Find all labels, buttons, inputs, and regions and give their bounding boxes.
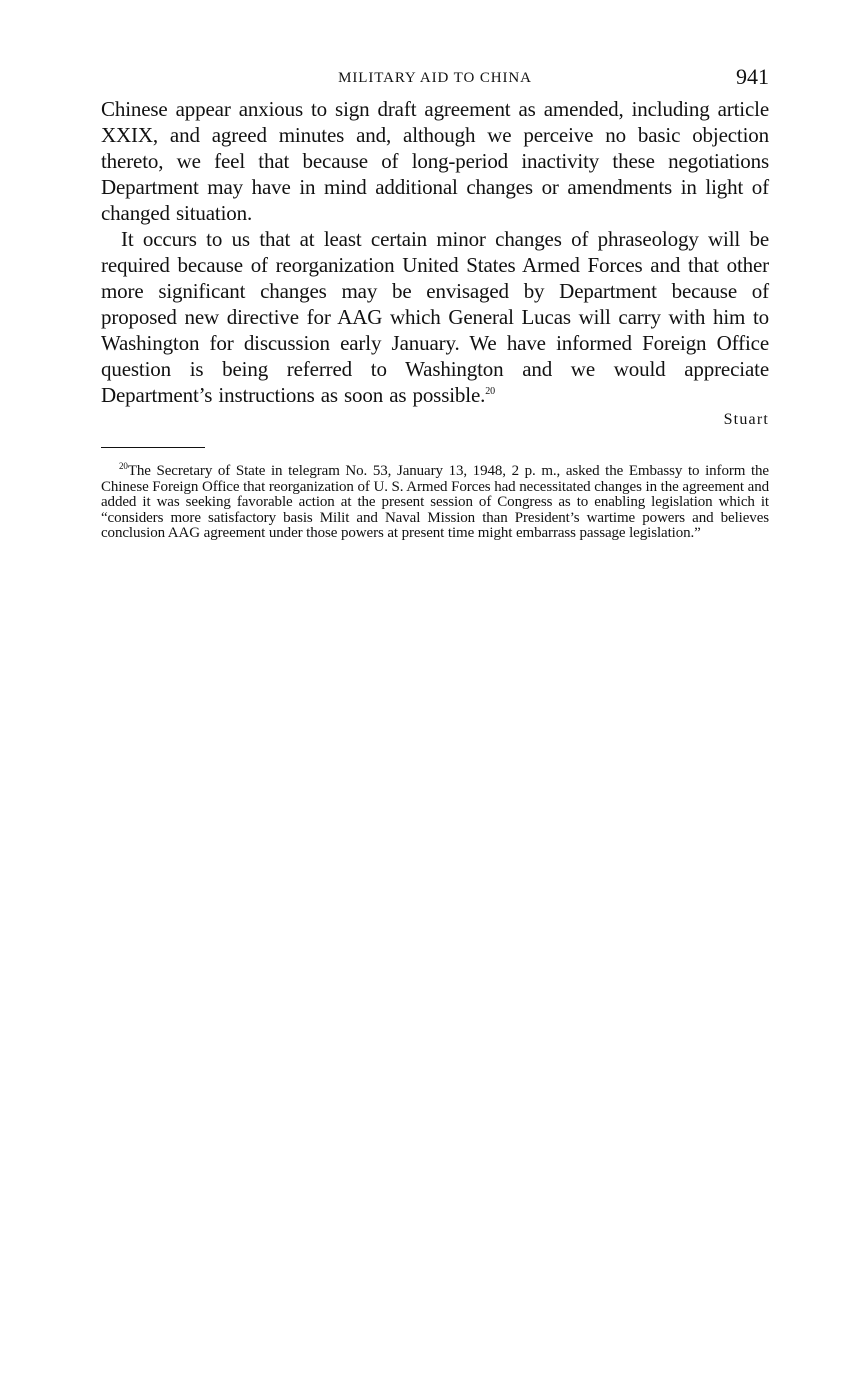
footnote-text: The Secretary of State in telegram No. 53, January 13, 1948, 2 p. m., asked the Embassy to inform the Chinese Foreign Office that reorganization of U. S. Armed Forces had necessitated changes in the agreement and added it was seeking favorable action at the present session of Congress as to enabling legislation which it “considers more satisfactory basis Milit and Naval Mission than President’s wartime powers and believes conclusion AAG agreement under those powers at present time might embarrass passage legislation.” (101, 463, 769, 542)
body-paragraph-2 (101, 226, 769, 408)
paragraph-text: It occurs to us that at least certain minor changes of phraseology will be required because of reorganization United States Armed Forces and that other more significant changes may be envisaged by Department because of proposed new directive for AAG which General Lucas will carry with him to Washington for discussion early January. We have informed Foreign Office question is being referred to Washington and we would appreciate Department’s instructions as soon as possible. (101, 227, 769, 407)
signature: Stuart (723, 411, 769, 428)
footnote-reference: 20 (485, 386, 495, 397)
body-text (101, 96, 769, 429)
footnote-divider (101, 447, 205, 448)
document-page (101, 62, 769, 542)
running-header (101, 62, 769, 96)
paragraph-text: Chinese appear anxious to sign draft agreement as amended, including article XXIX, and agreed minutes and, although we perceive no basic objection thereto, we feel that because of long-period inactivity these negotiations Department may have in mind additional changes or amendments in light of changed situation. (101, 97, 769, 225)
body-paragraph-1 (101, 96, 769, 226)
page-number: 941 (736, 64, 769, 89)
footnote (101, 461, 769, 542)
running-title: MILITARY AID TO CHINA (338, 70, 532, 86)
footnote-marker: 20 (119, 461, 128, 471)
